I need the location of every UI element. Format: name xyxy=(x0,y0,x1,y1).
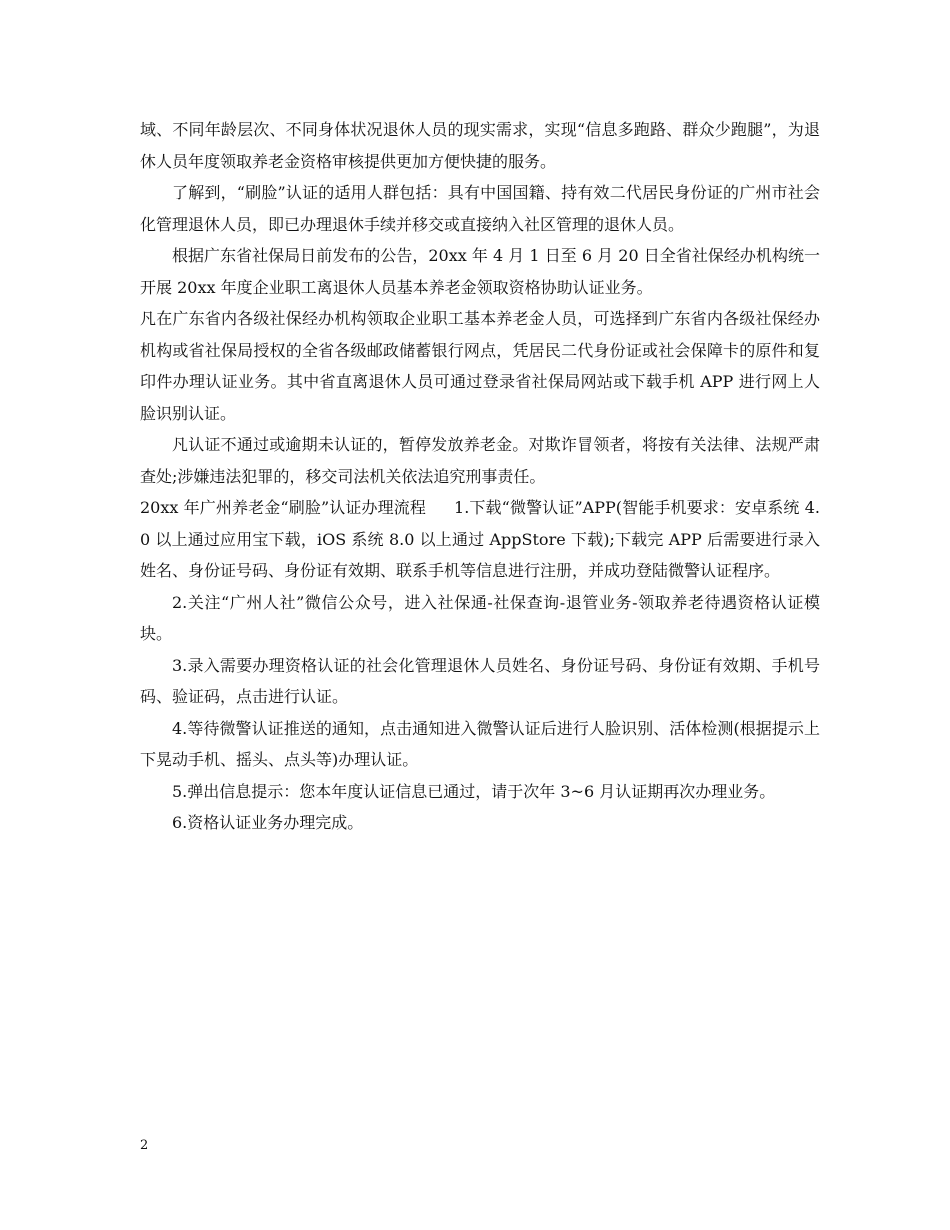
step-1: 1.下载“微警认证”APP(智能手机要求：安卓系统 4.0 以上通过应用宝下载，iOS 系统 8.0 以上通过 AppStore 下载);下载完 APP 后需要进行录入姓名、身份证号码、身份证有效期、联系手机等信息进行注册，并成功登陆微警认证程序。 xyxy=(140,498,820,580)
paragraph-6 xyxy=(140,492,820,587)
step-3: 3.录入需要办理资格认证的社会化管理退休人员姓名、身份证号码、身份证有效期、手机号码、验证码，点击进行认证。 xyxy=(140,655,820,706)
step-2: 2.关注“广州人社”微信公众号，进入社保通-社保查询-退管业务-领取养老待遇资格认证模块。 xyxy=(140,592,820,643)
paragraph-2: 了解到，“刷脸”认证的适用人群包括：具有中国国籍、持有效二代居民身份证的广州市社会化管理退休人员，即已办理退休手续并移交或直接纳入社区管理的退休人员。 xyxy=(140,183,820,234)
paragraph-1: 域、不同年龄层次、不同身体状况退休人员的现实需求，实现“信息多跑路、群众少跑腿”，为退休人员年度领取养老金资格审核提供更加方便快捷的服务。 xyxy=(140,120,820,171)
step-4: 4.等待微警认证推送的通知，点击通知进入微警认证后进行人脸识别、活体检测(根据提示上下晃动手机、摇头、点头等)办理认证。 xyxy=(140,718,820,769)
process-heading: 20xx 年广州养老金“刷脸”认证办理流程 xyxy=(140,498,427,517)
paragraph-4: 凡在广东省内各级社保经办机构领取企业职工基本养老金人员，可选择到广东省内各级社保经办机构或省社保局授权的全省各级邮政储蓄银行网点，凭居民二代身份证或社会保障卡的原件和复印件办理认证业务。其中省直离退休人员可通过登录省社保局网站或下载手机 APP 进行网上人脸识别认证。 xyxy=(140,309,820,423)
paragraph-5: 凡认证不通过或逾期未认证的，暂停发放养老金。对欺诈冒领者，将按有关法律、法规严肃查处;涉嫌违法犯罪的，移交司法机关依法追究刑事责任。 xyxy=(140,435,820,486)
document-body xyxy=(140,114,820,839)
page-number: 2 xyxy=(140,1138,149,1153)
paragraph-3: 根据广东省社保局日前发布的公告，20xx 年 4 月 1 日至 6 月 20 日全省社保经办机构统一开展 20xx 年度企业职工离退休人员基本养老金领取资格协助认证业务。 xyxy=(140,246,820,297)
step-5: 5.弹出信息提示：您本年度认证信息已通过，请于次年 3~6 月认证期再次办理业务。 xyxy=(172,781,776,801)
step-6: 6.资格认证业务办理完成。 xyxy=(172,813,364,832)
